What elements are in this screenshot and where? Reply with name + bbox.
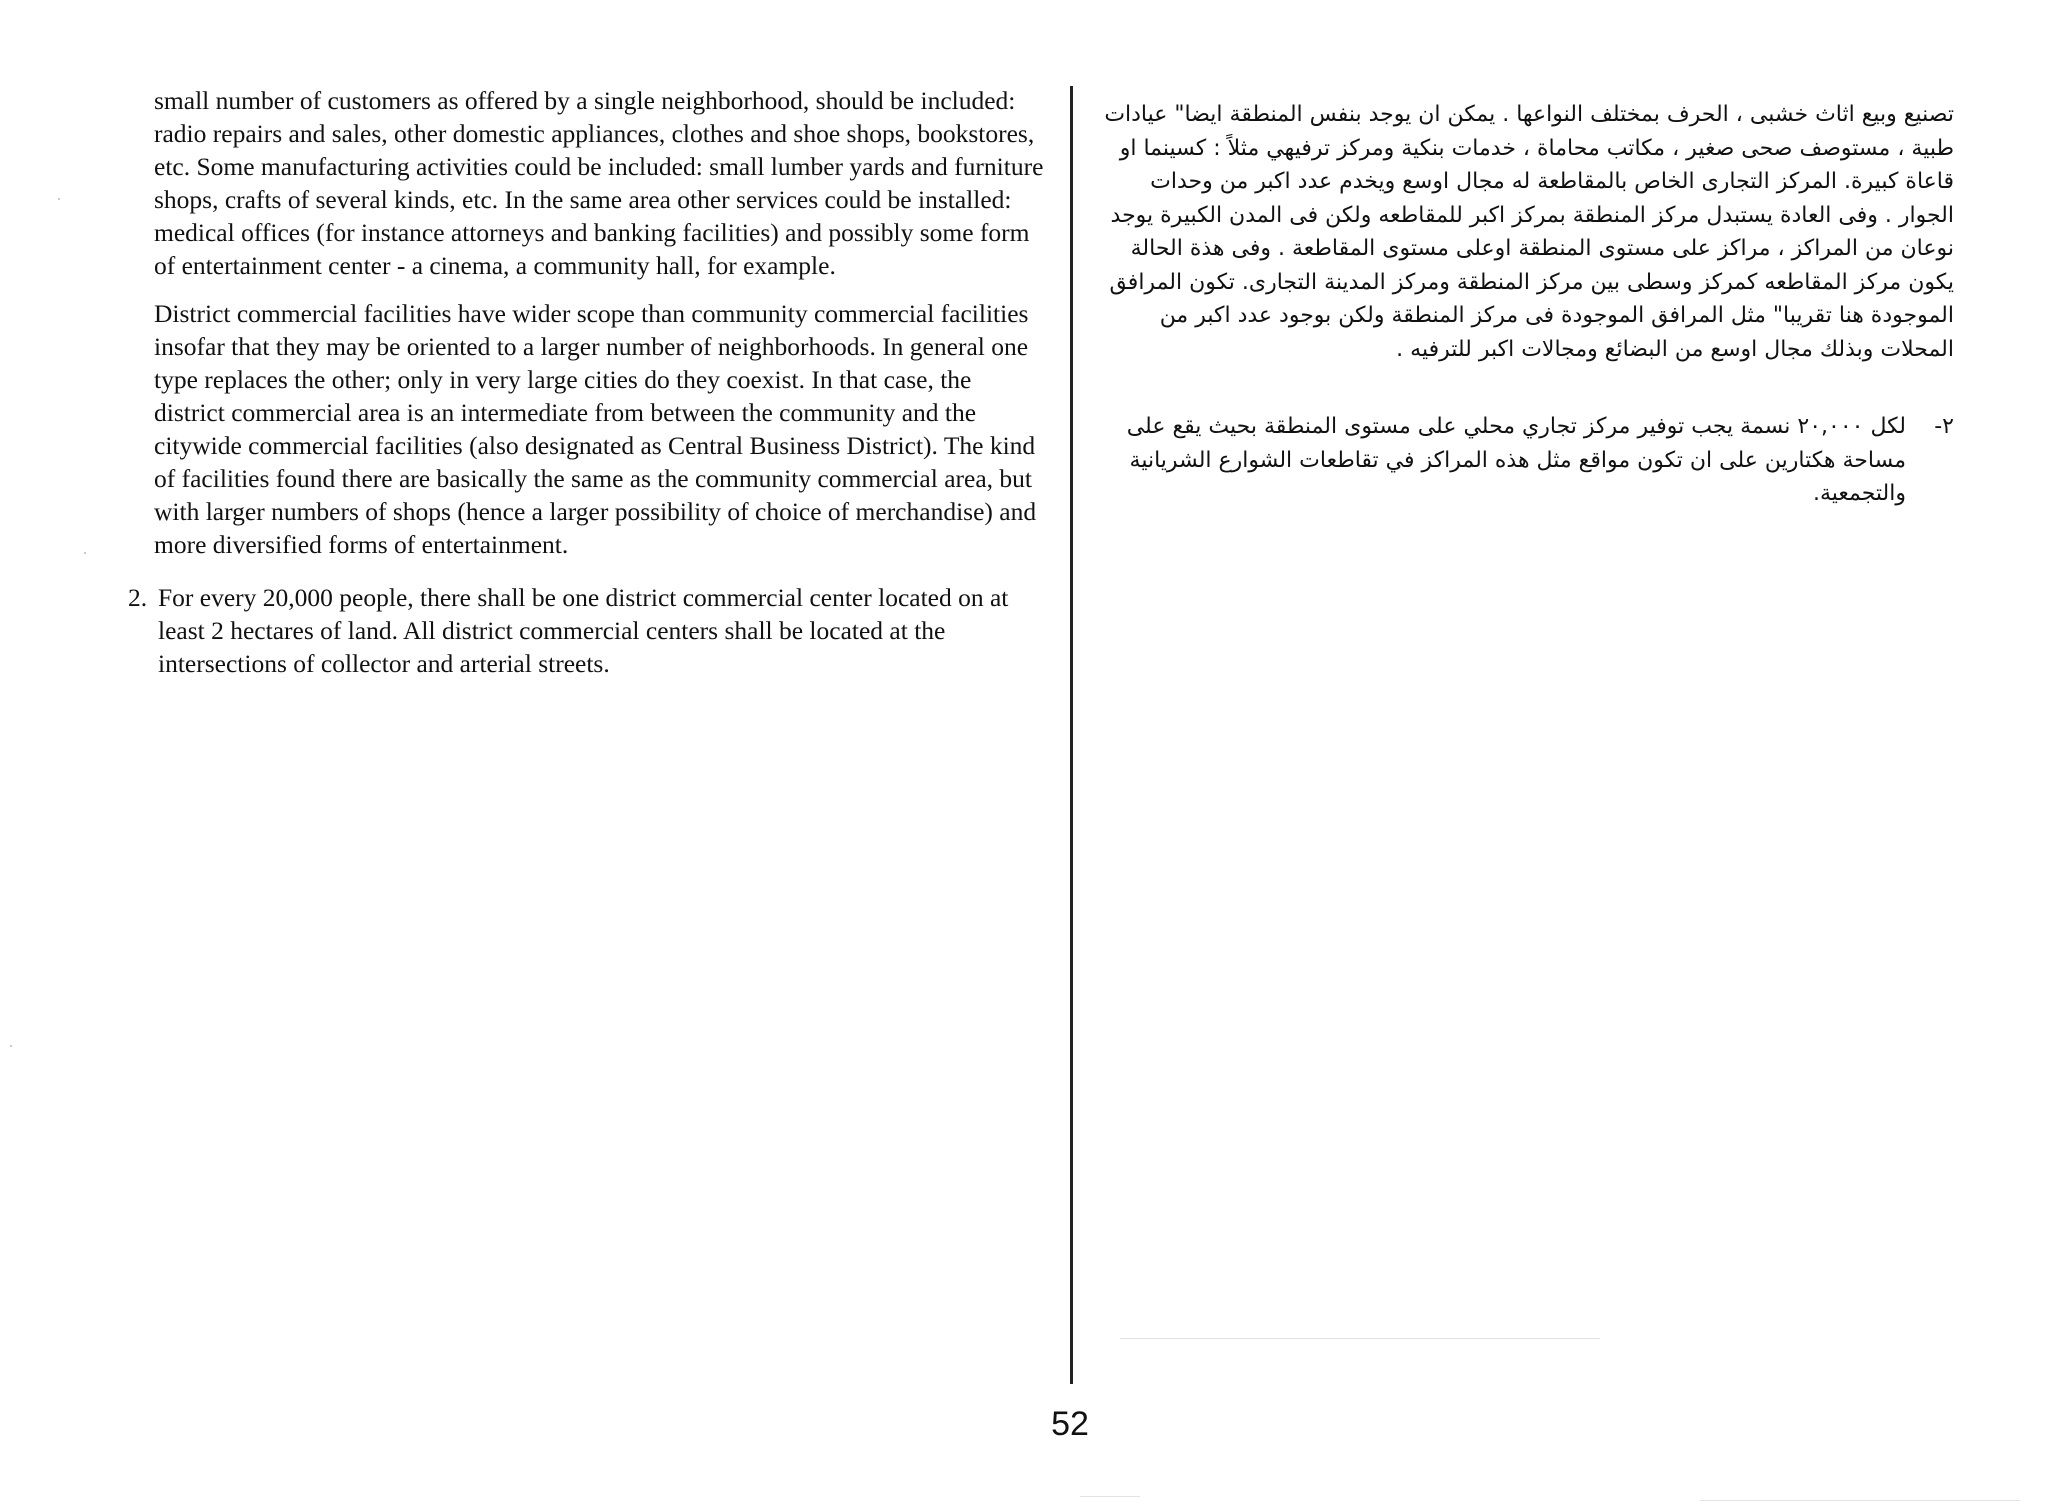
english-list-text: For every 20,000 people, there shall be one district commercial center located on at least 2 hectares of land. All district commercial centers shall be located at the intersections of collector and arterial streets. (158, 583, 1009, 678)
scan-speck (1120, 1338, 1600, 1339)
arabic-paragraph-1: تصنيع وبيع اثاث خشبى ، الحرف بمختلف النواعها . يمكن ان يوجد بنفس المنطقة ايضا" عيادات طبية ، مستوصف صحى صغير ، مكاتب محاماة ، خدمات بنكية ومركز ترفيهي مثلاً : كسينما او قاعاة كبيرة. المركز التجارى الخاص بالمقاطعة له مجال اوسع ويخدم عدد اكبر من وحدات الجوار . وفى العادة يستبدل مركز المنطقة بمركز اكبر للمقاطعه ولكن فى المدن الكبيرة يوجد نوعان من المراكز ، مراكز على مستوى المنطقة اوعلى مستوى المقاطعة . وفى هذة الحالة يكون مركز المقاطعه كمركز وسطى بين مركز المنطقة ومركز المدينة التجارى. تكون المرافق الموجودة هنا تقريبا" مثل المرافق الموجودة فى مركز المنطقة ولكن بوجود عدد اكبر من المحلات وبذلك مجال اوسع من البضائع ومجالات اكبر للترفيه . (1104, 102, 1954, 362)
english-list-item-2 (128, 581, 1046, 680)
arabic-list-item-2 (1098, 410, 1954, 511)
scan-speck (1700, 1500, 2020, 1501)
scan-speck (10, 1045, 12, 1047)
arabic-column (1098, 98, 1954, 511)
scan-speck (84, 552, 86, 554)
scan-speck (58, 198, 60, 200)
english-paragraph-2: District commercial facilities have wider scope than community commercial facilities insofar that they may be oriented to a larger number of neighborhoods. In general one type replaces the other; only in very large cities do they coexist. In that case, the district commercial area is an intermediate from between the community and the citywide commercial facilities (also designated as Central Business District). The kind of facilities found there are basically the same as the community commercial area, but with larger numbers of shops (hence a larger possibility of choice of merchandise) and more diversified forms of entertainment. (154, 299, 1037, 559)
scan-speck (1080, 1496, 1140, 1497)
arabic-list-number: ٢- (1934, 414, 1954, 439)
page-number: 52 (1051, 1405, 1089, 1443)
arabic-list-text: لكل ٢٠,٠٠٠ نسمة يجب توفير مركز تجاري محلي على مستوى المنطقة بحيث يقع على مساحة هكتارين على ان تكون مواقع مثل هذه المراكز في تقاطعات الشوارع الشريانية والتجمعية. (1126, 414, 1906, 506)
english-column (128, 84, 1046, 680)
column-divider (1070, 86, 1073, 1384)
english-paragraph-1: small number of customers as offered by a single neighborhood, should be included: radio repairs and sales, other domestic appliances, clothes and shoe shops, bookstores, etc. Some manufacturing activities could be included: small lumber yards and furniture shops, crafts of several kinds, etc. In the same area other services could be installed: medical offices (for instance attorneys and banking facilities) and possibly some form of entertainment center - a cinema, a community hall, for example. (154, 86, 1044, 280)
english-list-number: 2. (128, 583, 148, 612)
